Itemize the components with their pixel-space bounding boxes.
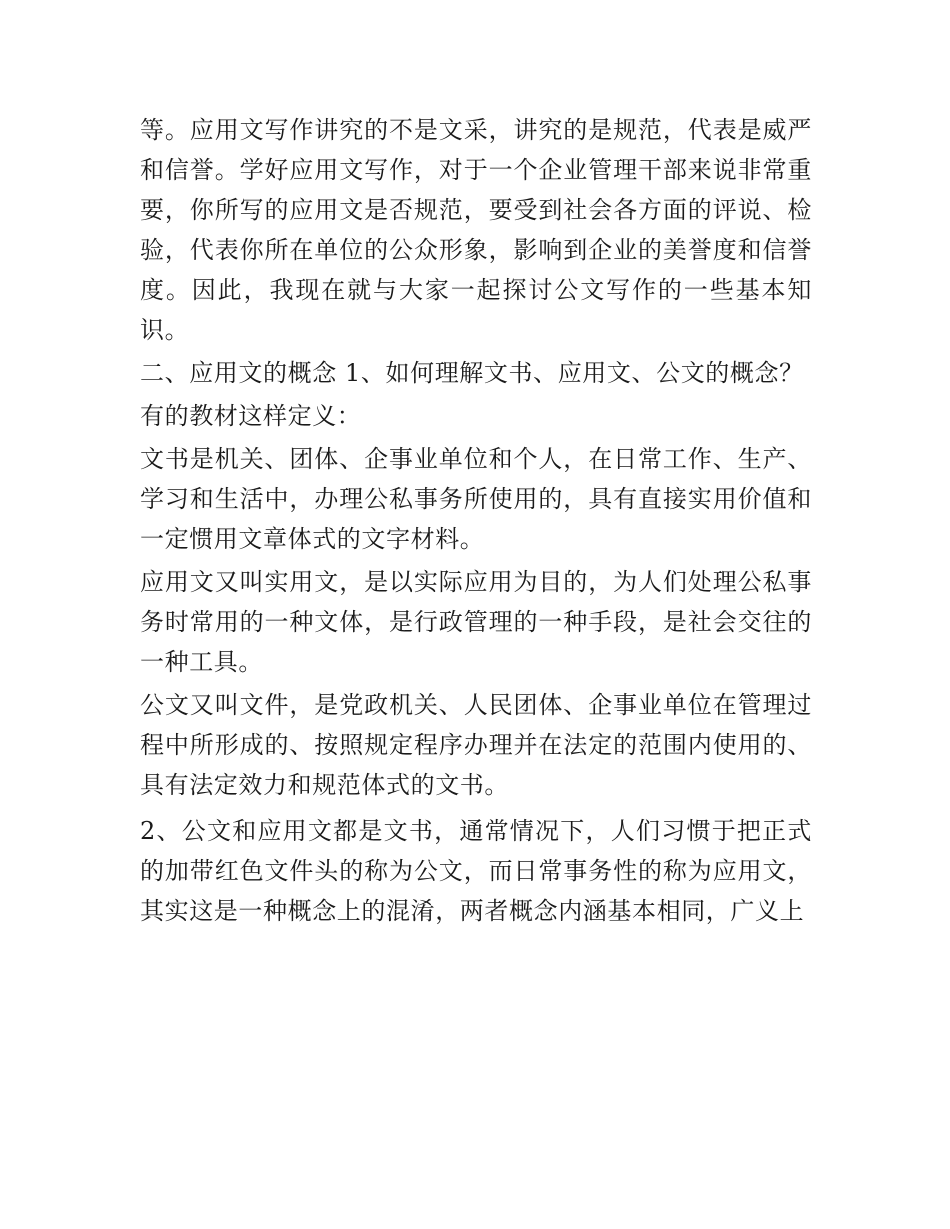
paragraph-intro: 等。应用文写作讲究的不是文采，讲究的是规范，代表是威严和信誉。学好应用文写作，对于一个企业管理干部来说非常重要，你所写的应用文是否规范，要受到社会各方面的评说、检验，代表你所在单位的公众形象，影响到企业的美誉度和信誉度。因此，我现在就与大家一起探讨公文写作的一些基本知识。 [140,116,812,344]
paragraph-gongwen-definition: 公文又叫文件，是党政机关、人民团体、企事业单位在管理过程中所形成的、按照规定程序办理并在法定的范围内使用的、具有法定效力和规范体式的文书。 [140,691,812,799]
paragraph-definition-lead: 有的教材这样定义： [140,402,362,430]
paragraph-point-two: 2、公文和应用文都是文书，通常情况下，人们习惯于把正式的加带红色文件头的称为公文，而日常事务性的称为应用文，其实这是一种概念上的混淆，两者概念内涵基本相同，广义上 [140,817,812,925]
document-body [140,110,812,934]
paragraph-yingyongwen-definition: 应用文又叫实用文，是以实际应用为目的，为人们处理公私事务时常用的一种文体，是行政管理的一种手段，是社会交往的一种工具。 [140,568,812,676]
paragraph-wenshu-definition: 文书是机关、团体、企事业单位和个人，在日常工作、生产、学习和生活中，办理公私事务所使用的，具有直接实用价值和一定惯用文章体式的文字材料。 [140,445,812,553]
paragraph-section-heading: 二、应用文的概念 1、如何理解文书、应用文、公文的概念？ [140,359,804,387]
